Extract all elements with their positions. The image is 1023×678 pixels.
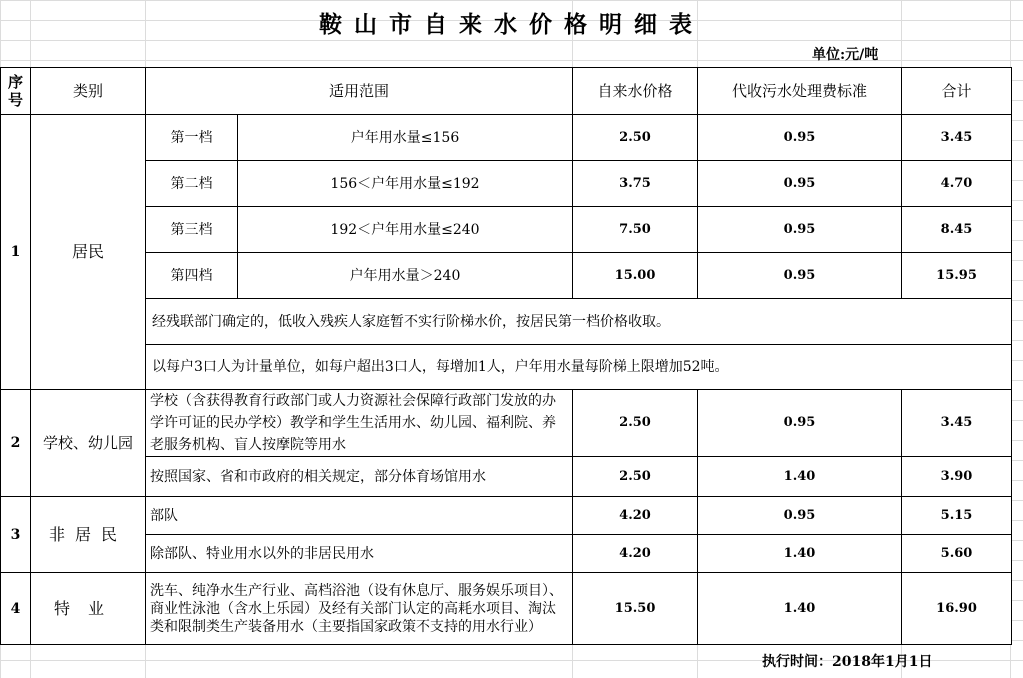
header-total[interactable]: 合计 <box>902 68 1012 115</box>
water-price-cell[interactable]: 7.50 <box>573 207 698 253</box>
tier-name-cell[interactable]: 第三档 <box>146 207 238 253</box>
table-row <box>1 299 1012 345</box>
sewage-fee-cell[interactable]: 0.95 <box>698 390 902 457</box>
table-row <box>1 207 1012 253</box>
table-row <box>1 457 1012 497</box>
water-price-cell[interactable]: 2.50 <box>573 457 698 497</box>
table-row <box>1 115 1012 161</box>
table-row <box>1 253 1012 299</box>
unit-label: 单位:元/吨 <box>812 47 879 63</box>
total-cell[interactable]: 5.15 <box>902 497 1012 535</box>
category-cell[interactable]: 学校、幼儿园 <box>31 390 146 497</box>
tier-range-cell[interactable]: 户年用水量≤156 <box>238 115 573 161</box>
sewage-fee-cell[interactable]: 0.95 <box>698 161 902 207</box>
water-price-cell[interactable]: 4.20 <box>573 497 698 535</box>
header-sewage-fee[interactable]: 代收污水处理费标准 <box>698 68 902 115</box>
page-title: 鞍山市自来水价格明细表 <box>319 11 704 38</box>
tier-range-cell[interactable]: 户年用水量＞240 <box>238 253 573 299</box>
sewage-fee-cell[interactable]: 1.40 <box>698 573 902 645</box>
scope-cell[interactable]: 按照国家、省和市政府的相关规定，部分体育场馆用水 <box>146 457 573 497</box>
total-cell[interactable]: 5.60 <box>902 535 1012 573</box>
tier-name-cell[interactable]: 第四档 <box>146 253 238 299</box>
header-scope[interactable]: 适用范围 <box>146 68 573 115</box>
seq-cell[interactable]: 2 <box>1 390 31 497</box>
table-row <box>1 390 1012 457</box>
total-cell[interactable]: 3.90 <box>902 457 1012 497</box>
scope-cell[interactable]: 学校（含获得教育行政部门或人力资源社会保障行政部门发放的办学许可证的民办学校）教学和学生生活用水、幼儿园、福利院、养老服务机构、盲人按摩院等用水 <box>146 390 573 457</box>
total-cell[interactable]: 15.95 <box>902 253 1012 299</box>
scope-cell[interactable]: 洗车、纯净水生产行业、高档浴池（设有休息厅、服务娱乐项目）、商业性泳池（含水上乐园）及经有关部门认定的高耗水项目、淘汰类和限制类生产装备用水（主要指国家政策不支持的用水行业） <box>146 573 573 645</box>
total-cell[interactable]: 8.45 <box>902 207 1012 253</box>
seq-cell[interactable]: 4 <box>1 573 31 645</box>
sewage-fee-cell[interactable]: 1.40 <box>698 535 902 573</box>
total-cell[interactable]: 4.70 <box>902 161 1012 207</box>
total-cell[interactable]: 16.90 <box>902 573 1012 645</box>
header-row <box>1 68 1012 115</box>
table-row <box>1 161 1012 207</box>
sewage-fee-cell[interactable]: 1.40 <box>698 457 902 497</box>
effective-date: 执行时间：2018年1月1日 <box>762 654 933 670</box>
scope-cell[interactable]: 部队 <box>146 497 573 535</box>
tier-range-cell[interactable]: 156＜户年用水量≤192 <box>238 161 573 207</box>
water-price-cell[interactable]: 15.00 <box>573 253 698 299</box>
water-price-cell[interactable]: 2.50 <box>573 390 698 457</box>
water-price-cell[interactable]: 2.50 <box>573 115 698 161</box>
tier-name-cell[interactable]: 第二档 <box>146 161 238 207</box>
table-row <box>1 497 1012 535</box>
table-row <box>1 535 1012 573</box>
category-cell[interactable]: 非居民 <box>31 497 146 573</box>
seq-cell[interactable]: 3 <box>1 497 31 573</box>
tier-name-cell[interactable]: 第一档 <box>146 115 238 161</box>
sewage-fee-cell[interactable]: 0.95 <box>698 207 902 253</box>
price-table <box>0 67 1012 645</box>
table-row <box>1 573 1012 645</box>
table-row <box>1 345 1012 390</box>
sewage-fee-cell[interactable]: 0.95 <box>698 497 902 535</box>
water-price-cell[interactable]: 3.75 <box>573 161 698 207</box>
note-cell[interactable]: 经残联部门确定的，低收入残疾人家庭暂不实行阶梯水价，按居民第一档价格收取。 <box>146 299 1012 345</box>
seq-cell[interactable]: 1 <box>1 115 31 390</box>
total-cell[interactable]: 3.45 <box>902 390 1012 457</box>
header-water-price[interactable]: 自来水价格 <box>573 68 698 115</box>
water-price-cell[interactable]: 15.50 <box>573 573 698 645</box>
tier-range-cell[interactable]: 192＜户年用水量≤240 <box>238 207 573 253</box>
water-price-cell[interactable]: 4.20 <box>573 535 698 573</box>
category-cell[interactable]: 居民 <box>31 115 146 390</box>
sewage-fee-cell[interactable]: 0.95 <box>698 253 902 299</box>
sewage-fee-cell[interactable]: 0.95 <box>698 115 902 161</box>
header-category[interactable]: 类别 <box>31 68 146 115</box>
total-cell[interactable]: 3.45 <box>902 115 1012 161</box>
header-seq[interactable]: 序号 <box>1 68 31 115</box>
scope-cell[interactable]: 除部队、特业用水以外的非居民用水 <box>146 535 573 573</box>
note-cell[interactable]: 以每户3口人为计量单位，如每户超出3口人，每增加1人，户年用水量每阶梯上限增加52吨。 <box>146 345 1012 390</box>
category-cell[interactable]: 特业 <box>31 573 146 645</box>
